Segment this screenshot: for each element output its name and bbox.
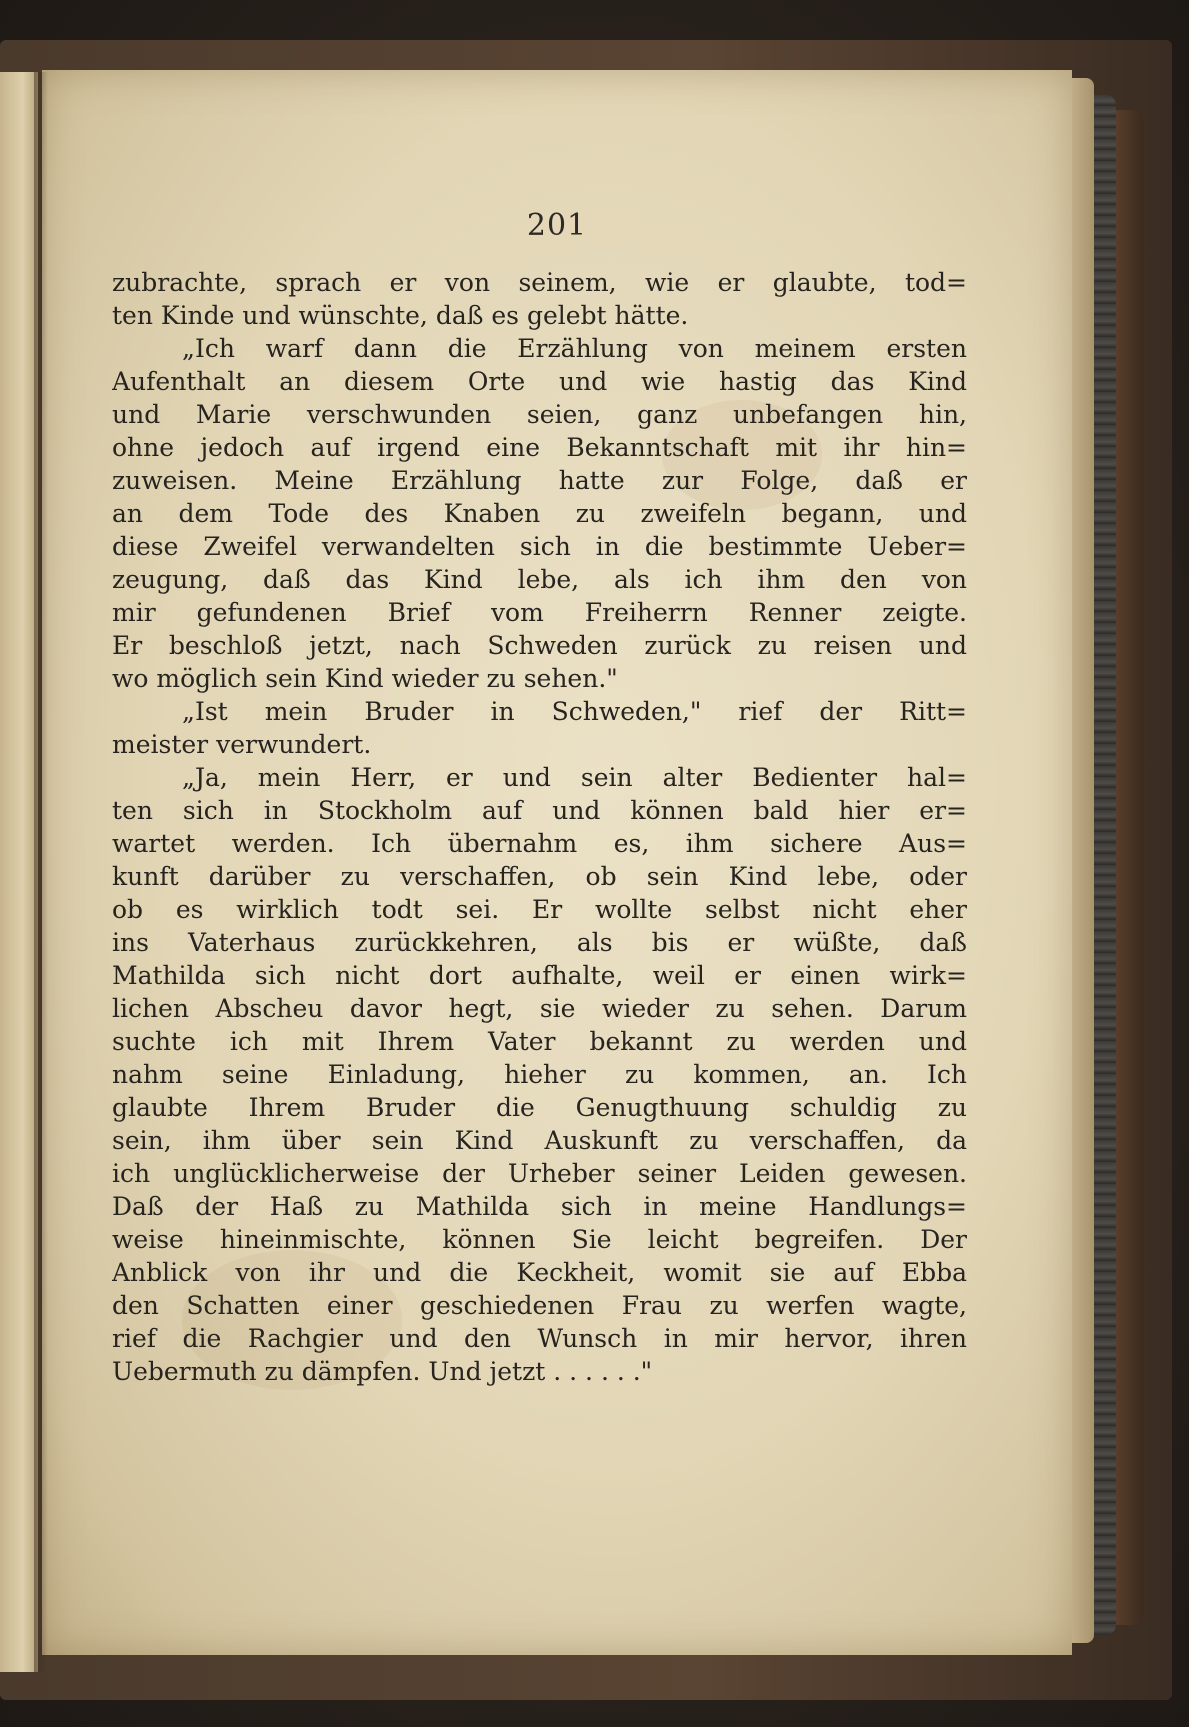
text-line: weise hineinmischte, können Sie leicht begreifen. Der <box>112 1225 967 1254</box>
text-line: zubrachte, sprach er von seinem, wie er glaubte, tod= <box>112 268 967 297</box>
book-gutter <box>34 72 48 1672</box>
text-line: wartet werden. Ich übernahm es, ihm sichere Aus= <box>112 829 967 858</box>
text-line: zuweisen. Meine Erzählung hatte zur Folge, daß er <box>112 466 967 495</box>
text-line: Daß der Haß zu Mathilda sich in meine Handlungs= <box>112 1192 967 1221</box>
text-line: kunft darüber zu verschaffen, ob sein Kind lebe, oder <box>112 862 967 891</box>
text-line: und Marie verschwunden seien, ganz unbefangen hin, <box>112 400 967 429</box>
text-line: meister verwundert. <box>112 730 372 759</box>
text-line: glaubte Ihrem Bruder die Genugthuung schuldig zu <box>112 1093 967 1122</box>
text-line: Anblick von ihr und die Keckheit, womit sie auf Ebba <box>112 1258 967 1287</box>
cover-edge <box>1114 110 1144 1625</box>
text-line: Er beschloß jetzt, nach Schweden zurück zu reisen und <box>112 631 967 660</box>
book-page <box>42 70 1072 1655</box>
text-line: wo möglich sein Kind wieder zu sehen." <box>112 664 618 693</box>
text-line: „Ist mein Bruder in Schweden," rief der Ritt= <box>182 697 967 726</box>
left-page-edge <box>0 72 38 1672</box>
text-line: an dem Tode des Knaben zu zweifeln begann, und <box>112 499 967 528</box>
text-line: Uebermuth zu dämpfen. Und jetzt . . . . . ." <box>112 1357 653 1386</box>
text-line: suchte ich mit Ihrem Vater bekannt zu werden und <box>112 1027 967 1056</box>
text-line: Aufenthalt an diesem Orte und wie hastig das Kind <box>112 367 967 396</box>
text-line: ob es wirklich todt sei. Er wollte selbst nicht eher <box>112 895 967 924</box>
text-line: zeugung, daß das Kind lebe, als ich ihm den von <box>112 565 967 594</box>
text-line: ten Kinde und wünschte, daß es gelebt hätte. <box>112 301 689 330</box>
page-number: 201 <box>526 208 588 243</box>
text-line: ten sich in Stockholm auf und können bald hier er= <box>112 796 967 825</box>
text-line: mir gefundenen Brief vom Freiherrn Renner zeigte. <box>112 598 967 627</box>
body-text <box>112 266 967 1388</box>
text-line: den Schatten einer geschiedenen Frau zu werfen wagte, <box>112 1291 967 1320</box>
text-line: „Ich warf dann die Erzählung von meinem ersten <box>182 334 967 363</box>
text-line: lichen Abscheu davor hegt, sie wieder zu sehen. Darum <box>112 994 967 1023</box>
text-line: ich unglücklicherweise der Urheber seiner Leiden gewesen. <box>112 1159 967 1188</box>
text-line: diese Zweifel verwandelten sich in die bestimmte Ueber= <box>112 532 967 561</box>
text-line: sein, ihm über sein Kind Auskunft zu verschaffen, da <box>112 1126 967 1155</box>
text-line: ohne jedoch auf irgend eine Bekanntschaft mit ihr hin= <box>112 433 967 462</box>
text-line: rief die Rachgier und den Wunsch in mir hervor, ihren <box>112 1324 967 1353</box>
text-line: Mathilda sich nicht dort aufhalte, weil er einen wirk= <box>112 961 967 990</box>
text-line: nahm seine Einladung, hieher zu kommen, an. Ich <box>112 1060 967 1089</box>
text-line: ins Vaterhaus zurückkehren, als bis er wüßte, daß <box>112 928 967 957</box>
text-line: „Ja, mein Herr, er und sein alter Bedienter hal= <box>182 763 967 792</box>
